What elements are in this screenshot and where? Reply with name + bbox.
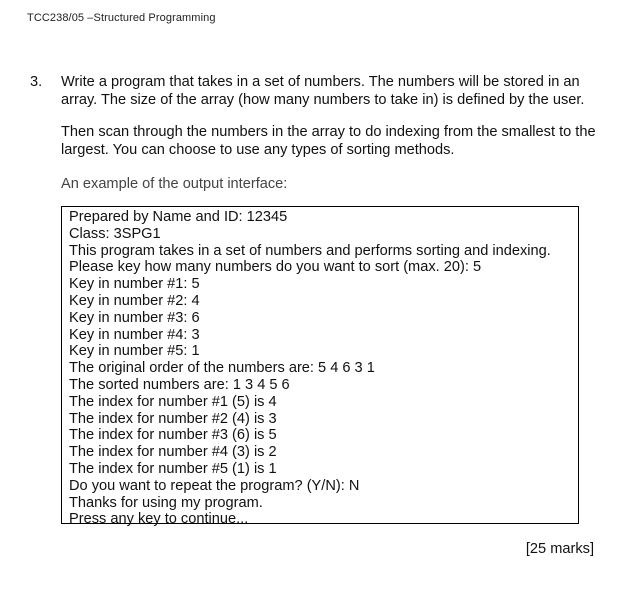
question-paragraph-1: Write a program that takes in a set of numbers. The numbers will be stored in an array. The size of the array (how many numbers to take in) is defined by the user. [61,74,585,108]
marks-label: [25 marks] [525,541,594,557]
console-line: Class: 3SPG1 [69,225,161,242]
console-line: Press any key to continue... [69,511,249,528]
question-paragraph-2: Then scan through the numbers in the array to do indexing from the smallest to the largest. You can choose to use any types of sorting methods. [61,124,596,158]
console-line: Do you want to repeat the program? (Y/N): N [69,477,360,494]
console-line: The index for number #3 (6) is 5 [69,427,277,444]
console-line: The index for number #2 (4) is 3 [69,410,277,427]
question-number: 3. [30,74,43,90]
console-line: Please key how many numbers do you want to sort (max. 20): 5 [69,259,482,276]
console-line: The index for number #5 (1) is 1 [69,460,277,477]
console-line: Prepared by Name and ID: 12345 [69,209,288,225]
console-line: Key in number #5: 1 [69,343,200,360]
console-line: Key in number #3: 6 [69,309,200,326]
example-caption: An example of the output interface: [61,176,288,192]
console-line: The index for number #4 (3) is 2 [69,444,277,461]
console-line: Key in number #2: 4 [69,292,200,309]
console-line: Key in number #4: 3 [69,326,200,343]
console-line: The sorted numbers are: 1 3 4 5 6 [69,376,290,393]
console-line: This program takes in a set of numbers and performs sorting and indexing. [69,242,551,259]
sample-output-box [61,206,579,528]
console-line: The index for number #1 (5) is 4 [69,393,277,410]
console-line: Thanks for using my program. [69,494,263,511]
console-line: Key in number #1: 5 [69,276,200,293]
page-header: TCC238/05 –Structured Programming [27,12,216,24]
console-line: The original order of the numbers are: 5 4 6 3 1 [69,360,375,377]
